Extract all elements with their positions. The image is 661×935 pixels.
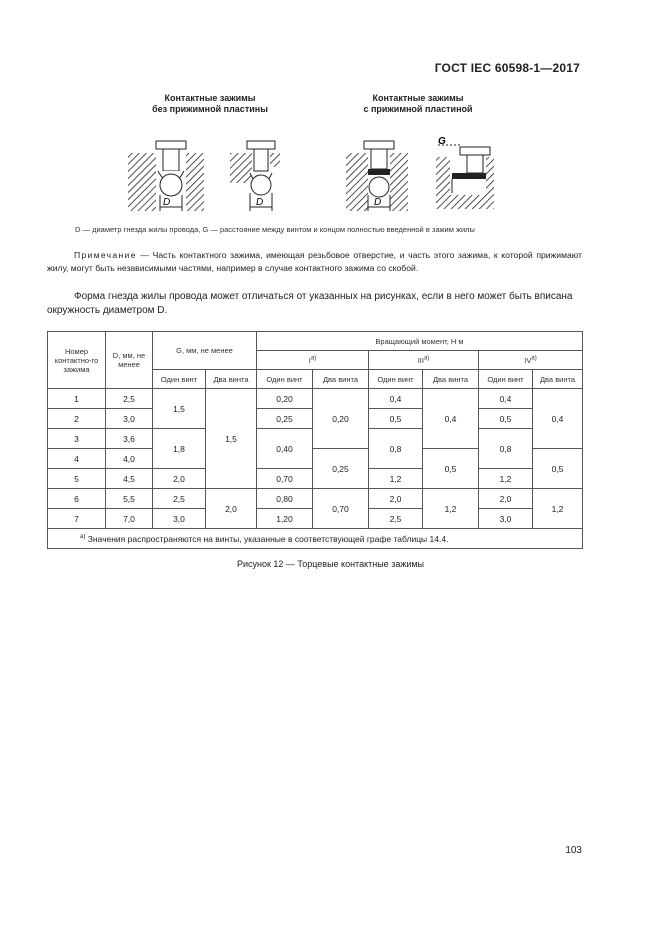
paragraph: Форма гнезда жилы провода может отличаться от указанных на рисунках, если в него может быть вписана окружность диаметром D.: [47, 291, 573, 316]
terminal-table: [47, 331, 583, 549]
header-IV-two: Два винта: [533, 370, 583, 389]
header-G: G, мм, не менее: [153, 332, 257, 370]
header-torque-III: $III^{а)}$: [369, 351, 479, 370]
page-number: 103: [565, 845, 582, 856]
terminal-drawings: [0, 115, 661, 225]
header-I-two: Два винта: [313, 370, 369, 389]
header-g-two: Два винта: [206, 370, 257, 389]
header-number: Номер контактно-го зажима: [48, 332, 106, 389]
table-row: 1 2,5 1,5 1,5 0,20 0,20 0,4 0,4 0,4 0,4: [48, 389, 583, 409]
header-III-two: Два винта: [423, 370, 479, 389]
note: [47, 249, 582, 275]
label-D-2: D: [256, 197, 264, 208]
label-D-3: D: [374, 197, 382, 208]
note-prefix: Примечание: [74, 250, 137, 260]
header-torque: Вращающий момент, Н м: [257, 332, 583, 351]
header-g-one: Один винт: [153, 370, 206, 389]
header-torque-IV: $IV^{а)}$: [479, 351, 583, 370]
table-row: 3 3,6 1,8 0,40 0,8 0,8: [48, 429, 583, 449]
header-I-one: Один винт: [257, 370, 313, 389]
figure-group-title-left: Контактные зажимы без прижимной пластины: [152, 93, 268, 114]
note-text: — Часть контактного зажима, имеющая резьбовое отверстие, и часть этого зажима, к которой прижимают жилу, могут быть независимыми частями, например в случае контактного зажима со скобой.: [47, 250, 582, 273]
header-IV-one: Один винт: [479, 370, 533, 389]
table-row: 7 7,0 3,0 1,20 2,5 3,0: [48, 509, 583, 529]
header-torque-I: $I^{а)}$: [257, 351, 369, 370]
figure-caption: Рисунок 12 — Торцевые контактные зажимы: [236, 559, 425, 569]
table-row: 5 4,5 2,0 0,70 1,2 1,2: [48, 469, 583, 489]
header-III-one: Один винт: [369, 370, 423, 389]
table-row: 4 4,0 0,25 0,5 0,5: [48, 449, 583, 469]
terminal-drawing-2: [230, 141, 280, 211]
figure-legend: D — диаметр гнезда жилы провода, G — расстояние между винтом и концом полностью введенной в зажим жилы: [75, 225, 475, 234]
table-footnote: $^{а)}$ Значения распространяются на винты, указанные в соответствующей графе таблицы 14.4.: [48, 529, 583, 549]
document-header: ГОСТ IEC 60598-1—2017: [434, 61, 580, 75]
terminal-drawing-4: [436, 145, 494, 209]
table-row: 6 5,5 2,5 2,0 0,80 0,70 2,0 1,2 2,0 1,2: [48, 489, 583, 509]
figure-group-title-right: Контактные зажимы с прижимной пластиной: [363, 93, 473, 114]
label-D-1: D: [163, 197, 171, 208]
header-D: D, мм, не менее: [106, 332, 153, 389]
table-footnote-row: [48, 529, 583, 549]
table-row: 2 3,0 0,25 0,5 0,5: [48, 409, 583, 429]
label-G: G: [438, 136, 446, 147]
